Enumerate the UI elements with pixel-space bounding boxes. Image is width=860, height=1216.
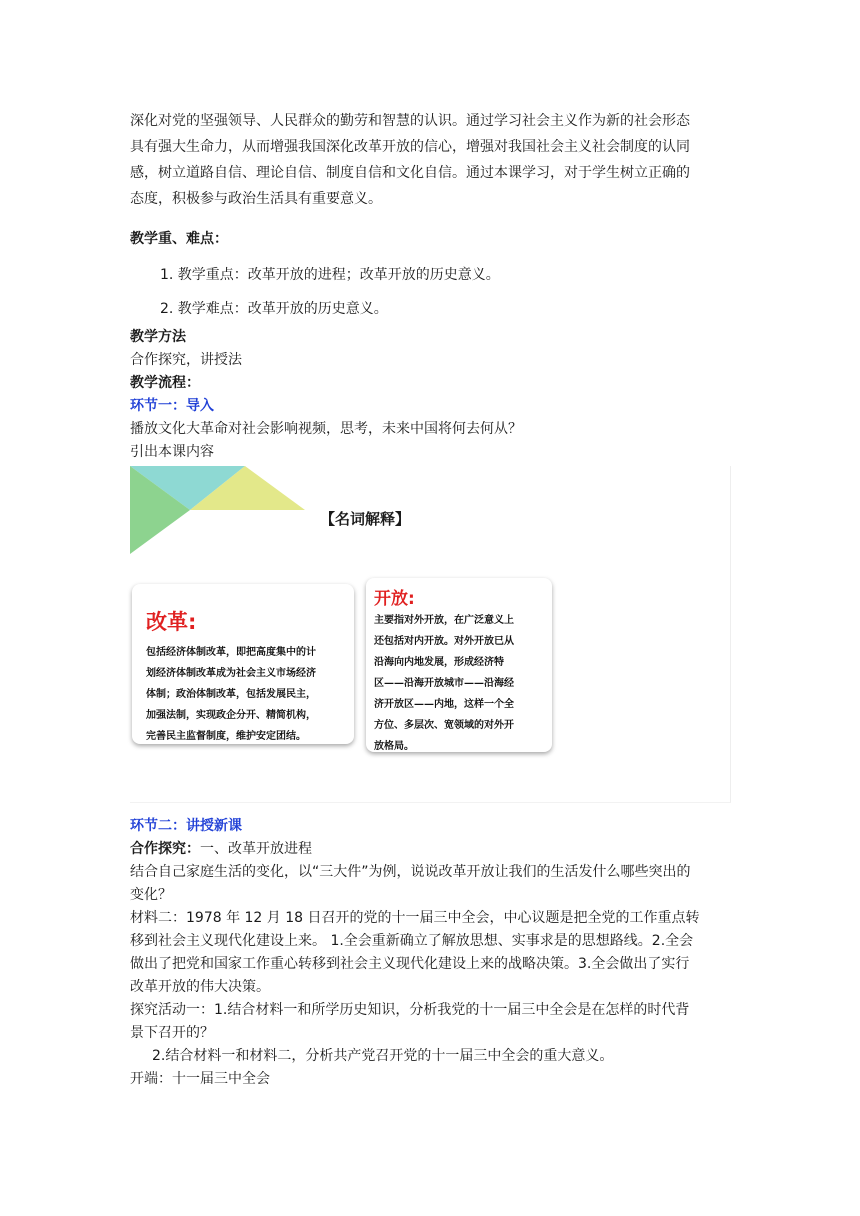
opening-text <box>374 610 546 757</box>
reform-text <box>146 642 346 747</box>
flow-heading: 教学流程： <box>130 375 200 391</box>
opening-card <box>366 578 552 752</box>
body-line: 移到社会主义现代化建设上来。 1.全会重新确立了解放思想、实事求是的思想路线。2.全会 <box>130 933 694 949</box>
method-heading: 教学方法 <box>130 329 186 345</box>
opening-line: 方位、多层次、宽领域的对外开 <box>374 720 514 731</box>
opening-line: 济开放区——内地，这样一个全 <box>374 699 514 710</box>
reform-line: 完善民主监督制度，维护安定团结。 <box>146 731 306 742</box>
intro-line: 态度，积极参与政治生活具有重要意义。 <box>130 191 382 207</box>
section1-text: 播放文化大革命对社会影响视频，思考，未来中国将何去何从？ <box>130 421 522 437</box>
section2 <box>130 815 730 1091</box>
key-points-heading: 教学重、难点： <box>130 231 228 247</box>
body-line: 变化？ <box>130 887 172 903</box>
intro-paragraph <box>130 108 730 212</box>
section2-heading: 环节二：讲授新课 <box>130 818 242 834</box>
intro-line: 深化对党的坚强领导、人民群众的勤劳和智慧的认识。通过学习社会主义作为新的社会形态 <box>130 113 690 129</box>
key-point-item: 2. 教学难点：改革开放的历史意义。 <box>160 301 388 317</box>
slide-title: 【名词解释】 <box>320 510 411 528</box>
body-line: 改革开放的伟大决策。 <box>130 979 270 995</box>
key-point-item: 1. 教学重点：改革开放的进程；改革开放的历史意义。 <box>160 267 500 283</box>
reform-title: 改革: <box>146 610 197 634</box>
reform-line: 划经济体制改革成为社会主义市场经济 <box>146 668 316 679</box>
body-line: 材料二：1978 年 12 月 18 日召开的党的十一届三中全会，中心议题是把全党的工作重点转 <box>130 910 700 926</box>
body-line: 做出了把党和国家工作重心转移到社会主义现代化建设上来的战略决策。3.全会做出了实行 <box>130 956 690 972</box>
section1-heading: 环节一：导入 <box>130 398 214 414</box>
document-page <box>130 108 730 1091</box>
term-explanation-slide <box>130 466 731 803</box>
body-line: 结合自己家庭生活的变化，以“三大件”为例，说说改革开放让我们的生活发什么哪些突出的 <box>130 864 691 880</box>
activity2-line: 2.结合材料一和材料二，分析共产党召开党的十一届三中全会的重大意义。 <box>152 1048 614 1064</box>
opening-line: 还包括对内开放。对外开放已从 <box>374 636 514 647</box>
inquiry-line <box>130 838 730 861</box>
opening-line: 区——沿海开放城市——沿海经 <box>374 678 514 689</box>
reform-line: 体制；政治体制改革，包括发展民主， <box>146 689 316 700</box>
intro-line: 具有强大生命力，从而增强我国深化改革开放的信心，增强对我国社会主义社会制度的认同 <box>130 139 690 155</box>
start-line: 开端：十一届三中全会 <box>130 1071 270 1087</box>
opening-line: 放格局。 <box>374 741 414 752</box>
opening-line: 沿海向内地发展，形成经济特 <box>374 657 504 668</box>
reform-line: 包括经济体制改革，即把高度集中的计 <box>146 647 316 658</box>
inquiry-text: 一、改革开放进程 <box>200 841 312 857</box>
opening-title: 开放: <box>374 589 415 609</box>
body-line: 景下召开的？ <box>130 1025 214 1041</box>
inquiry-label: 合作探究： <box>130 841 200 857</box>
method-text: 合作探究，讲授法 <box>130 352 242 368</box>
body-line: 探究活动一：1.结合材料一和所学历史知识，分析我党的十一届三中全会是在怎样的时代背 <box>130 1002 690 1018</box>
intro-line: 感，树立道路自信、理论自信、制度自信和文化自信。通过本课学习，对于学生树立正确的 <box>130 165 690 181</box>
section1-text: 引出本课内容 <box>130 444 214 460</box>
reform-card <box>132 584 354 744</box>
reform-line: 加强法制，实现政企分开、精简机构， <box>146 710 316 721</box>
opening-line: 主要指对外开放，在广泛意义上 <box>374 615 514 626</box>
method-section <box>130 326 730 464</box>
